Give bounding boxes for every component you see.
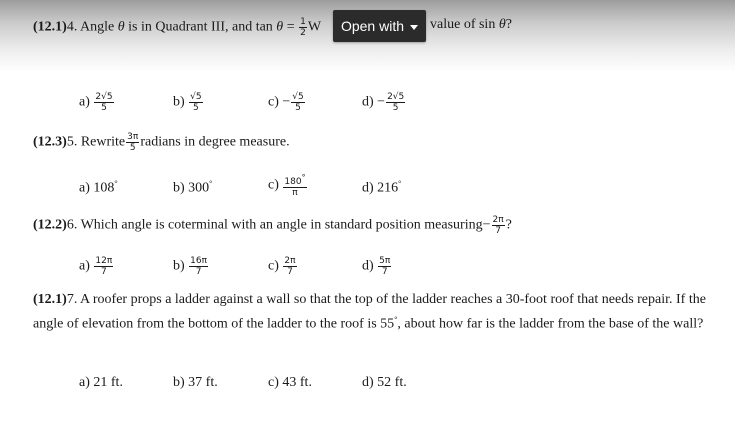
degree-symbol: °: [209, 179, 213, 188]
q7-option-a[interactable]: [79, 375, 123, 391]
frac-den: 7: [100, 267, 107, 277]
option-letter: c): [268, 258, 283, 274]
degree-symbol: °: [398, 179, 402, 188]
option-letter: c): [268, 375, 283, 390]
q7-option-c[interactable]: [268, 375, 312, 391]
q5-prefix: 5. Rewrite: [66, 134, 126, 150]
q7-text-b: , about how far is the ladder from the base of the wall?: [397, 316, 704, 332]
frac-num: [283, 173, 306, 188]
option-letter: d): [362, 375, 378, 390]
q7-option-d[interactable]: [362, 375, 407, 391]
q4-fraction: [299, 17, 307, 38]
frac-num: 16π: [190, 256, 208, 266]
frac-den: 5: [295, 103, 301, 113]
q4-rest: value of sin: [430, 17, 499, 32]
q4-option-c[interactable]: [268, 92, 306, 113]
frac-den: 7: [287, 267, 293, 277]
option-value: 216: [377, 180, 399, 196]
option-letter: d): [362, 180, 378, 196]
option-fraction: [283, 173, 306, 198]
frac-num: 2π: [284, 256, 296, 266]
option-fraction: [378, 256, 391, 277]
q5-tag: (12.3): [33, 134, 67, 150]
q4-prefix: 4. Angle: [66, 19, 118, 35]
question-7: [33, 290, 733, 335]
frac-num: 12π: [95, 256, 113, 266]
frac-num: √5: [190, 92, 202, 102]
option-fraction: [94, 256, 113, 277]
q4-eq: =: [283, 19, 299, 35]
option-value: 43 ft.: [282, 375, 312, 390]
option-fraction: [386, 92, 405, 113]
q6-option-d[interactable]: [362, 256, 392, 277]
q4-tag: (12.1): [33, 19, 67, 35]
frac-den: π: [292, 188, 298, 198]
degree-symbol: °: [301, 173, 306, 182]
option-letter: a): [79, 180, 94, 196]
q4-option-b[interactable]: [173, 92, 204, 113]
option-letter: b): [173, 258, 189, 274]
frac-num-value: 180: [284, 177, 302, 187]
q7-tag: (12.1): [33, 292, 67, 307]
option-sign: −: [282, 94, 291, 110]
option-fraction: [291, 92, 304, 113]
option-letter: a): [79, 258, 94, 274]
q4-frac-num: 1: [300, 17, 306, 27]
degree-symbol: °: [114, 179, 118, 188]
q4-option-a[interactable]: [79, 92, 115, 113]
option-letter: d): [362, 258, 378, 274]
q5-option-c[interactable]: [268, 173, 308, 198]
option-fraction: [189, 256, 208, 277]
q4-frac-den: 2: [300, 28, 306, 38]
frac-den: 7: [381, 267, 388, 277]
frac-den: 5: [101, 103, 107, 113]
frac-num: 2√5: [387, 92, 405, 102]
option-sign: −: [377, 94, 386, 110]
option-letter: b): [173, 180, 189, 196]
option-letter: a): [79, 94, 94, 110]
q5-option-a[interactable]: [79, 176, 118, 197]
q6-option-c[interactable]: [268, 256, 298, 277]
q7-text-a: 7. A roofer props a ladder against a wall so that the top of the ladder reaches a 30-foot roof that needs repair. If the angle of elevation from the bottom of the ladder to the roof is 55: [33, 292, 706, 332]
frac-den: 5: [129, 143, 136, 153]
frac-den: 7: [495, 226, 501, 236]
q4-option-d[interactable]: [362, 92, 406, 113]
frac-den: 5: [193, 103, 199, 113]
option-value: 108: [93, 180, 115, 196]
q6-tag: (12.2): [33, 217, 67, 233]
question-4: [33, 17, 321, 38]
q6-text: 6. Which angle is coterminal with an angle in standard position measuring: [66, 217, 483, 233]
frac-num: 3π: [127, 132, 139, 142]
q4-tail: [430, 17, 512, 33]
q7-option-b[interactable]: [173, 375, 218, 391]
open-with-button[interactable]: [333, 10, 426, 42]
q5-rest: radians in degree measure.: [140, 134, 290, 150]
q5-option-d[interactable]: [362, 176, 401, 197]
q4-end: ?: [505, 17, 512, 32]
q5-fraction: [126, 132, 139, 153]
option-letter: a): [79, 375, 94, 390]
option-value: 21 ft.: [93, 375, 123, 390]
q6-option-a[interactable]: [79, 256, 114, 277]
q4-w: W: [307, 19, 322, 35]
frac-num: 2√5: [95, 92, 113, 102]
option-letter: c): [268, 177, 283, 193]
q4-mid: is in Quadrant III, and tan: [124, 19, 277, 35]
option-fraction: [94, 92, 113, 113]
option-value: 52 ft.: [377, 375, 407, 390]
open-with-label: Open with: [340, 18, 405, 34]
q6-end: ?: [505, 217, 512, 233]
frac-num: 5π: [379, 256, 391, 266]
option-letter: b): [173, 94, 189, 110]
q4-theta: θ: [117, 19, 125, 35]
question-5: [33, 132, 290, 153]
option-fraction: [283, 256, 296, 277]
question-6: [33, 215, 512, 236]
option-letter: b): [173, 375, 189, 390]
q4-theta-2: θ: [276, 19, 284, 35]
q5-option-b[interactable]: [173, 176, 212, 197]
q6-option-b[interactable]: [173, 256, 209, 277]
frac-den: 7: [195, 267, 202, 277]
q4-theta-3: θ: [498, 17, 506, 32]
option-letter: c): [268, 94, 283, 110]
degree-symbol: °: [394, 315, 398, 324]
option-value: 300: [188, 180, 210, 196]
q6-fraction: [492, 215, 505, 236]
option-letter: d): [362, 94, 378, 110]
option-value: 37 ft.: [188, 375, 218, 390]
frac-den: 5: [392, 103, 399, 113]
q6-sign: −: [482, 217, 491, 233]
frac-num: √5: [292, 92, 304, 102]
frac-num: 2π: [492, 215, 504, 225]
option-fraction: [189, 92, 202, 113]
caret-down-icon: [410, 25, 418, 30]
